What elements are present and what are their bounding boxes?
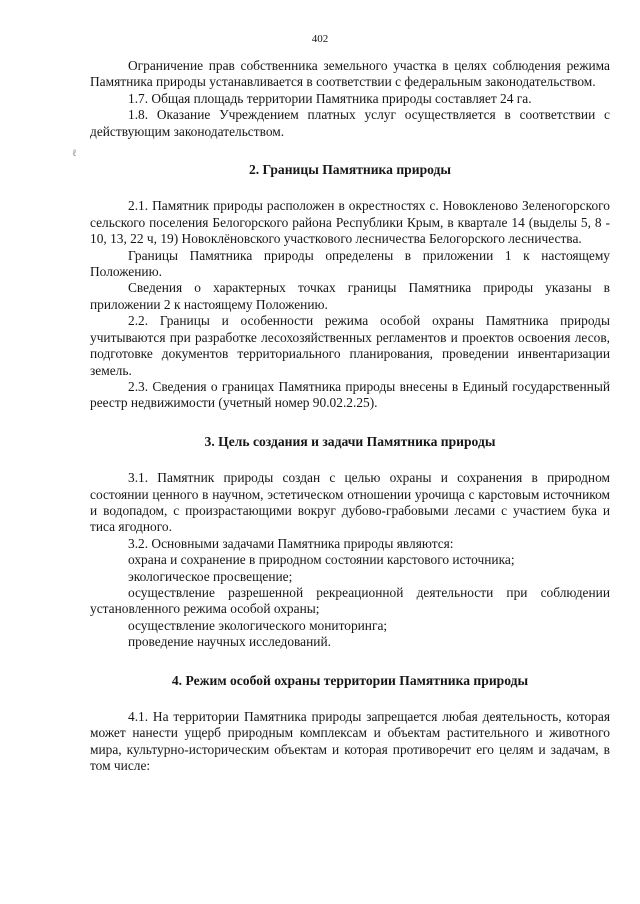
- list-item: охрана и сохранение в природном состоянии карстового источника;: [128, 552, 515, 568]
- scan-mark: ℓ: [72, 148, 77, 159]
- paragraph: 1.8. Оказание Учреждением платных услуг осуществляется в соответствии с действующим законодательством.: [90, 107, 610, 139]
- paragraph: 2.3. Сведения о границах Памятника природы внесены в Единый государственный реестр недвижимости (учетный номер 90.02.2.25).: [90, 378, 610, 411]
- list-item: осуществление экологического мониторинга;: [128, 617, 388, 633]
- paragraph: 2.1. Памятник природы расположен в окрестностях с. Новокленово Зеленогорского сельского поселения Белогорского района Республики Крым, в квартале 14 (выделы 5, 8 - 10, 13, 22 ч, 19) Новоклёновского участкового лесничества Белогорского лесничества.: [90, 198, 610, 247]
- list-item: проведение научных исследований.: [128, 634, 331, 650]
- paragraph: 3.2. Основными задачами Памятника природы являются:: [128, 535, 454, 551]
- section-heading: 2. Границы Памятника природы: [248, 162, 452, 178]
- section-heading: 4. Режим особой охраны территории Памятника природы: [171, 672, 529, 688]
- page-number: 402: [311, 33, 329, 45]
- section-heading: 3. Цель создания и задачи Памятника природы: [204, 433, 496, 449]
- list-item: экологическое просвещение;: [128, 568, 293, 584]
- list-item: осуществление разрешенной рекреационной деятельности при соблюдении установленного режима особой охраны;: [90, 584, 610, 617]
- paragraph: 1.7. Общая площадь территории Памятника природы составляет 24 га.: [128, 90, 532, 106]
- paragraph: 3.1. Памятник природы создан с целью охраны и сохранения в природном состоянии ценного в научном, эстетическом отношении урочища с карстовым источником и водопадом, с произрастающими вокруг дубово-грабовыми лесами с участием бука и тиса ягодного.: [90, 470, 610, 535]
- paragraph: Сведения о характерных точках границы Памятника природы указаны в приложении 2 к настоящему Положению.: [90, 280, 610, 312]
- document-body: [90, 58, 610, 775]
- paragraph: 4.1. На территории Памятника природы запрещается любая деятельность, которая может нанести ущерб природным комплексам и объектам растительного и животного мира, культурно-историческим объектам и которая противоречит его целям и задачам, в том числе:: [90, 709, 610, 774]
- paragraph: Границы Памятника природы определены в приложении 1 к настоящему Положению.: [90, 247, 610, 280]
- paragraph: 2.2. Границы и особенности режима особой охраны Памятника природы учитываются при разработке лесохозяйственных регламентов и проектов освоения лесов, подготовке документов территориального планирования, проведении инвентаризации земель.: [90, 313, 610, 378]
- paragraph: Ограничение прав собственника земельного участка в целях соблюдения режима Памятника природы устанавливается в соответствии с федеральным законодательством.: [90, 58, 610, 90]
